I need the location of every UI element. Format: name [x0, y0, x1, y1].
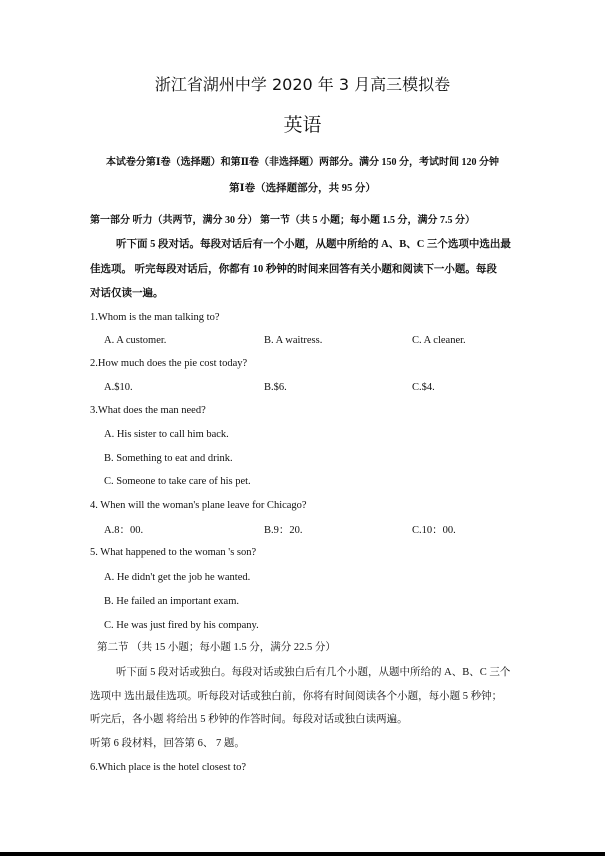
- option-a: A. A customer.: [104, 335, 167, 346]
- question-3: 3.What does the man need?: [90, 405, 206, 416]
- volume1-heading: 第Ⅰ卷（选择题部分，共 95 分）: [229, 183, 376, 194]
- section2-heading: 第二节 （共 15 小题；每小题 1.5 分，满分 22.5 分）: [97, 642, 336, 653]
- question-4: 4. When will the woman's plane leave for Chicago?: [90, 500, 307, 511]
- question-6: 6.Which place is the hotel closest to?: [90, 762, 246, 773]
- question-1: 1.Whom is the man talking to?: [90, 312, 220, 323]
- option-c: C.10：00.: [412, 525, 456, 536]
- option-b: B. Something to eat and drink.: [104, 453, 233, 464]
- option-a: A. His sister to call him back.: [104, 429, 229, 440]
- part1-instruction-line: 听下面 5 段对话。每段对话后有一个小题，从题中所给的 A、B、C 三个选项中选出最: [116, 239, 511, 250]
- option-b: B. He failed an important exam.: [104, 596, 239, 607]
- part1-instruction-line: 佳选项。 听完每段对话后，你都有 10 秒钟的时间来回答有关小题和阅读下一小题。每段: [90, 264, 497, 275]
- section2-instruction-line: 听下面 5 段对话或独白。每段对话或独白后有几个小题，从题中所给的 A、B、C 三个: [116, 667, 511, 678]
- option-c: C. He was just fired by his company.: [104, 620, 259, 631]
- material-note: 听第 6 段材料，回答第 6、 7 题。: [90, 738, 245, 749]
- section2-instruction-line: 听完后，各小题 将给出 5 秒钟的作答时间。每段对话或独白读两遍。: [90, 714, 408, 725]
- subject-heading: 英语: [283, 114, 322, 136]
- option-c: C.$4.: [412, 382, 435, 393]
- option-b: B.9：20.: [264, 525, 303, 536]
- option-c: C. Someone to take care of his pet.: [104, 476, 251, 487]
- option-a: A.$10.: [104, 382, 133, 393]
- option-a: A.8：00.: [104, 525, 144, 536]
- option-a: A. He didn't get the job he wanted.: [104, 572, 251, 583]
- question-2: 2.How much does the pie cost today?: [90, 358, 248, 369]
- document-title: 浙江省湖州中学 2020 年 3 月高三模拟卷: [154, 75, 451, 94]
- option-c: C. A cleaner.: [412, 335, 466, 346]
- section2-instruction-line: 选项中 选出最佳选项。听每段对话或独白前，你将有时间阅读各个小题，每小题 5 秒钟；: [90, 691, 503, 702]
- part1-instruction-line: 对话仅读一遍。: [90, 288, 164, 299]
- part1-heading: 第一部分 听力（共两节，满分 30 分） 第一节（共 5 小题；每小题 1.5 分，满分 7.5 分）: [90, 215, 475, 226]
- option-b: B.$6.: [264, 382, 287, 393]
- page-bottom-border: [0, 852, 605, 856]
- question-5: 5. What happened to the woman 's son?: [90, 547, 257, 558]
- exam-intro: 本试卷分第Ⅰ卷（选择题）和第Ⅱ卷（非选择题）两部分。满分 150 分，考试时间 120 分钟: [105, 157, 500, 168]
- option-b: B. A waitress.: [264, 335, 323, 346]
